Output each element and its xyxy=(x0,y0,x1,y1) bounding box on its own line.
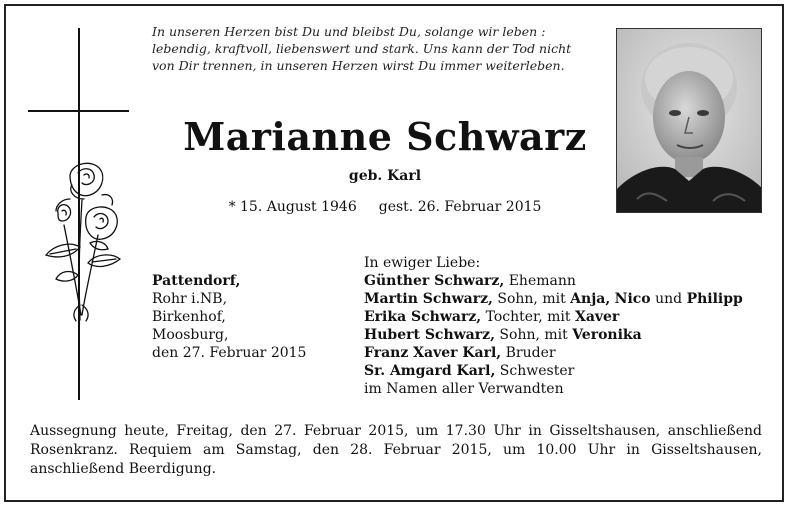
member-name: Hubert Schwarz, xyxy=(364,327,495,343)
family-closing: im Namen aller Verwandten xyxy=(364,381,564,397)
family-member xyxy=(364,326,743,344)
family-member xyxy=(364,290,743,308)
poem-line: von Dir trennen, in unseren Herzen wirst Du immer weiterleben. xyxy=(152,58,565,73)
funeral-notice: Aussegnung heute, Freitag, den 27. Februar 2015, um 17.30 Uhr in Gisseltshausen, anschließend Rosenkranz. Requiem am Samstag, den 28. Februar 2015, um 10.00 Uhr in Gisseltshausen, anschließend Beerdigung. xyxy=(30,423,762,477)
birth-name: geb. Karl xyxy=(348,168,422,184)
member-relation: Tochter, mit xyxy=(481,309,575,325)
family-intro: In ewiger Liebe: xyxy=(364,255,481,271)
memorial-poem xyxy=(152,23,602,74)
member-name: Martin Schwarz, xyxy=(364,291,493,307)
family-member xyxy=(364,272,743,290)
child-name: Anja, xyxy=(570,291,611,307)
child-name: Xaver xyxy=(574,309,620,325)
member-name: Günther Schwarz, xyxy=(364,273,505,289)
death-date: gest. 26. Februar 2015 xyxy=(378,199,542,215)
member-relation: Sohn, mit xyxy=(492,291,571,307)
member-relation: Schwester xyxy=(495,363,575,379)
connector-text: und xyxy=(650,291,687,307)
child-name: Veronika xyxy=(572,327,642,343)
poem-line: In unseren Herzen bist Du und bleibst Du, solange wir leben : xyxy=(152,24,546,39)
place-line: Rohr i.NB, xyxy=(152,291,228,307)
birth-date: * 15. August 1946 xyxy=(228,199,357,215)
cross-bar xyxy=(28,110,129,112)
date-line: den 27. Februar 2015 xyxy=(152,345,307,361)
portrait-image xyxy=(617,29,762,213)
member-name: Erika Schwarz, xyxy=(364,309,482,325)
family-member xyxy=(364,344,743,362)
child-name: Philipp xyxy=(686,291,743,307)
member-name: Franz Xaver Karl, xyxy=(364,345,502,361)
deceased-name: Marianne Schwarz xyxy=(183,114,587,159)
family-list xyxy=(364,254,743,398)
child-name: Nico xyxy=(614,291,651,307)
family-member xyxy=(364,308,743,326)
place-and-date xyxy=(152,272,306,362)
place-line: Pattendorf, xyxy=(152,273,241,289)
member-relation: Sohn, mit xyxy=(494,327,573,343)
roses-icon xyxy=(40,155,130,325)
member-relation: Bruder xyxy=(501,345,556,361)
life-dates xyxy=(150,199,620,215)
place-line: Moosburg, xyxy=(152,327,229,343)
poem-line: lebendig, kraftvoll, liebenswert und stark. Uns kann der Tod nicht xyxy=(152,41,572,56)
member-name: Sr. Amgard Karl, xyxy=(364,363,496,379)
family-member xyxy=(364,362,743,380)
portrait-photo xyxy=(616,28,762,213)
place-line: Birkenhof, xyxy=(152,309,226,325)
member-relation: Ehemann xyxy=(504,273,576,289)
